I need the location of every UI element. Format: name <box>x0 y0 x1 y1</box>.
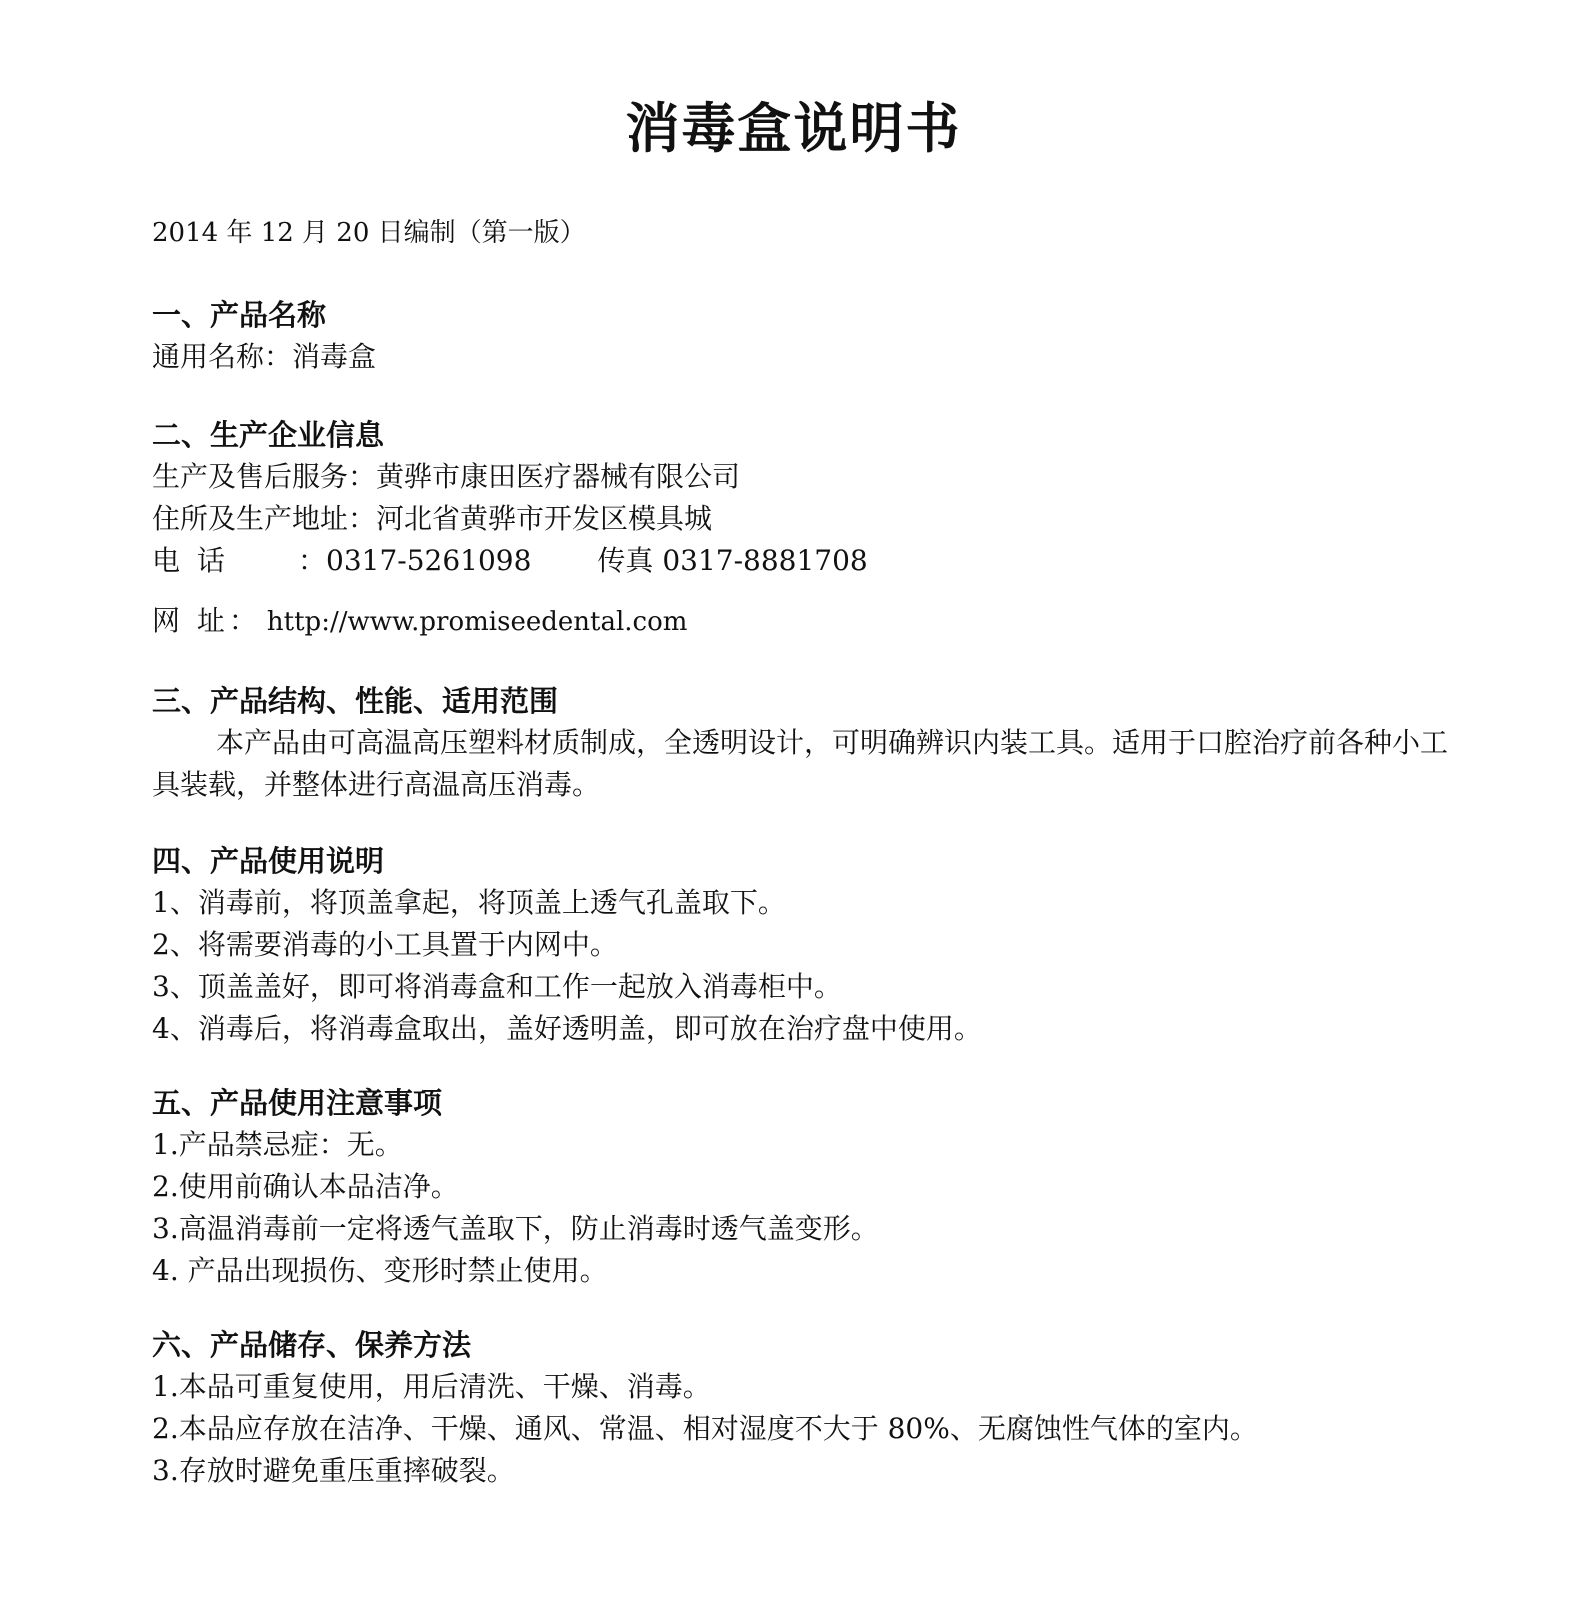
document-title: 消毒盒说明书 <box>625 97 962 160</box>
section-usage-instructions <box>152 840 1452 1050</box>
description-paragraph: 本产品由可高温高压塑料材质制成，全透明设计，可明确辨识内装工具。适用于口腔治疗前各种小工具装载，并整体进行高温高压消毒。 <box>152 726 1449 801</box>
list-item: 1、消毒前，将顶盖拿起，将顶盖上透气孔盖取下。 <box>152 886 786 919</box>
list-item: 3、顶盖盖好，即可将消毒盒和工作一起放入消毒柜中。 <box>152 970 842 1003</box>
section-structure-performance <box>152 680 1452 806</box>
common-name-line: 通用名称：消毒盒 <box>152 340 377 373</box>
list-item: 1.产品禁忌症：无。 <box>152 1128 403 1161</box>
list-item: 4. 产品出现损伤、变形时禁止使用。 <box>152 1254 608 1287</box>
section-manufacturer-info <box>152 414 1452 643</box>
website-url: http://www.promiseedental.com <box>266 607 688 637</box>
list-item: 1.本品可重复使用，用后清洗、干燥、消毒。 <box>152 1370 711 1403</box>
service-line: 生产及售后服务：黄骅市康田医疗器械有限公司 <box>152 460 741 493</box>
list-item: 2.使用前确认本品洁净。 <box>152 1170 459 1203</box>
section-heading: 二、生产企业信息 <box>152 418 385 452</box>
list-item: 2.本品应存放在洁净、干燥、通风、常温、相对湿度不大于 80%、无腐蚀性气体的室内。 <box>152 1412 1258 1445</box>
section-precautions <box>152 1082 1452 1292</box>
phone-label: 电 话 <box>152 544 229 577</box>
phone-fax-line <box>152 540 1452 582</box>
section-storage-maintenance <box>152 1324 1452 1492</box>
phone-separator: ： <box>298 544 327 577</box>
section-heading: 五、产品使用注意事项 <box>152 1086 443 1120</box>
website-label: 网 址： <box>152 604 261 637</box>
section-heading: 一、产品名称 <box>152 298 327 332</box>
website-line <box>152 600 1452 643</box>
list-item: 3.存放时避免重压重摔破裂。 <box>152 1454 515 1487</box>
section-product-name <box>152 294 1452 378</box>
fax-number: 传真 0317-8881708 <box>597 544 868 577</box>
list-item: 2、将需要消毒的小工具置于内网中。 <box>152 928 618 961</box>
phone-number: 0317-5261098 <box>326 544 532 577</box>
section-heading: 六、产品储存、保养方法 <box>152 1328 472 1362</box>
address-line: 住所及生产地址：河北省黄骅市开发区模具城 <box>152 502 713 535</box>
section-heading: 四、产品使用说明 <box>152 844 385 878</box>
section-heading: 三、产品结构、性能、适用范围 <box>152 684 559 718</box>
date-line: 2014 年 12 月 20 日编制（第一版） <box>152 218 586 248</box>
list-item: 4、消毒后，将消毒盒取出，盖好透明盖，即可放在治疗盘中使用。 <box>152 1012 982 1045</box>
list-item: 3.高温消毒前一定将透气盖取下，防止消毒时透气盖变形。 <box>152 1212 879 1245</box>
